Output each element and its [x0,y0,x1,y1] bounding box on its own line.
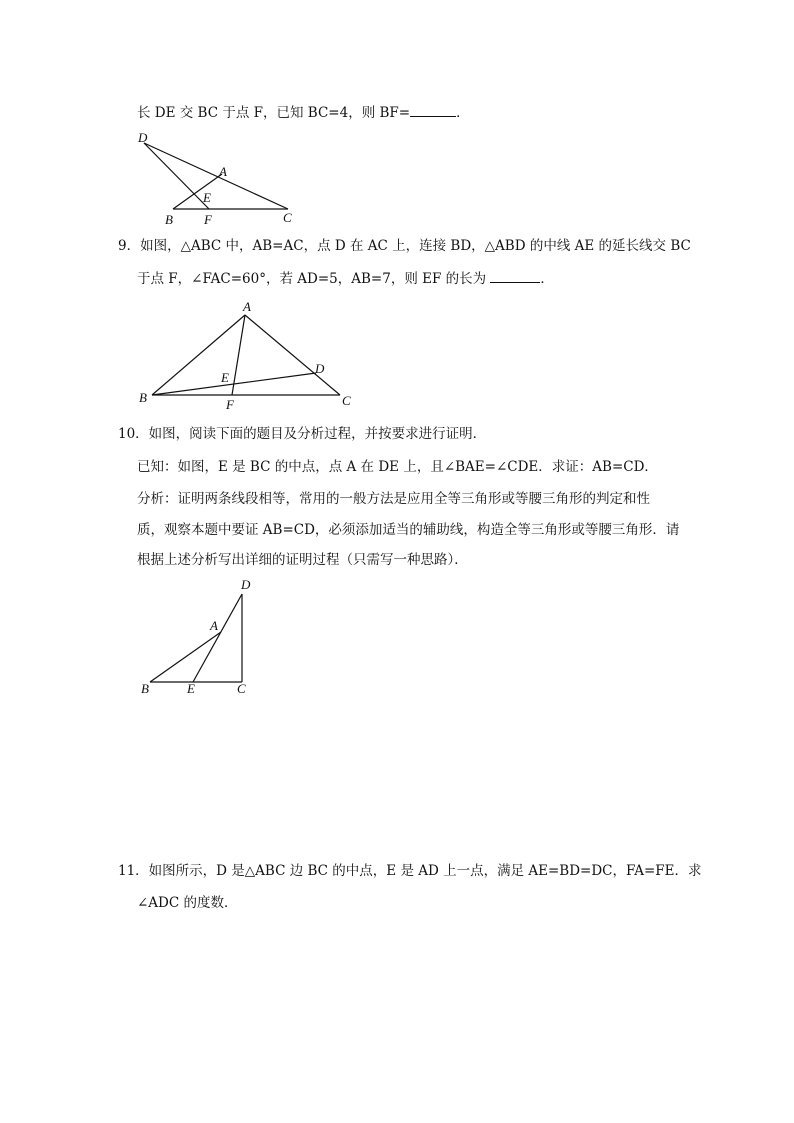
label-E: E [203,190,211,205]
label-D: D [315,361,325,376]
label-B: B [141,681,149,696]
q10-line4: 质，观察本题中要证 AB=CD，必须添加适当的辅助线，构造全等三角形或等腰三角形．请 [137,522,680,538]
label-A: A [243,299,251,314]
label-D: D [241,577,251,592]
q10-line1: 10．如图，阅读下面的题目及分析过程，并按要求进行证明． [118,426,487,442]
answer-blank[interactable] [490,282,540,283]
segment-DF [144,143,209,209]
q10-figure [135,576,275,701]
label-B: B [165,212,173,227]
q9-line2: 于点 F，∠FAC=60°，若 AD=5，AB=7，则 EF 的长为 ． [137,271,554,287]
q11-line2: ∠ADC 的度数． [137,895,238,911]
label-A: A [210,618,218,633]
q8-figure [130,128,310,228]
q10-line3: 分析：证明两条线段相等，常用的一般方法是应用全等三角形或等腰三角形的判定和性 [137,491,650,507]
label-B: B [139,390,147,405]
q9-figure [130,298,370,413]
label-E: E [187,681,195,696]
label-F: F [204,212,212,227]
segment-BA [150,632,221,682]
label-C: C [342,393,351,408]
label-F: F [226,397,234,412]
label-C: C [283,210,292,225]
label-D: D [138,130,148,145]
segment-DC [144,143,288,209]
q8-text: 长 DE 交 BC 于点 F，已知 BC=4，则 BF= ． [137,105,470,121]
q10-line5: 根据上述分析写出详细的证明过程（只需写一种思路）． [137,552,468,568]
segment-DE [193,594,242,682]
q9-line1: 9．如图，△ABC 中，AB=AC，点 D 在 AC 上，连接 BD，△ABD 的中线 AE 的延长线交 BC [118,238,691,254]
label-A: A [219,164,227,179]
q11-line1: 11．如图所示，D 是△ABC 边 BC 的中点，E 是 AD 上一点，满足 AE=BD=DC，FA=FE．求 [118,863,702,879]
answer-blank[interactable] [410,116,456,117]
segment-AC [245,315,340,395]
label-E: E [221,370,229,385]
segment-BA [152,315,245,395]
label-C: C [237,681,246,696]
q10-line2: 已知：如图，E 是 BC 的中点，点 A 在 DE 上，且∠BAE=∠CDE．求证：AB=CD． [137,459,658,475]
